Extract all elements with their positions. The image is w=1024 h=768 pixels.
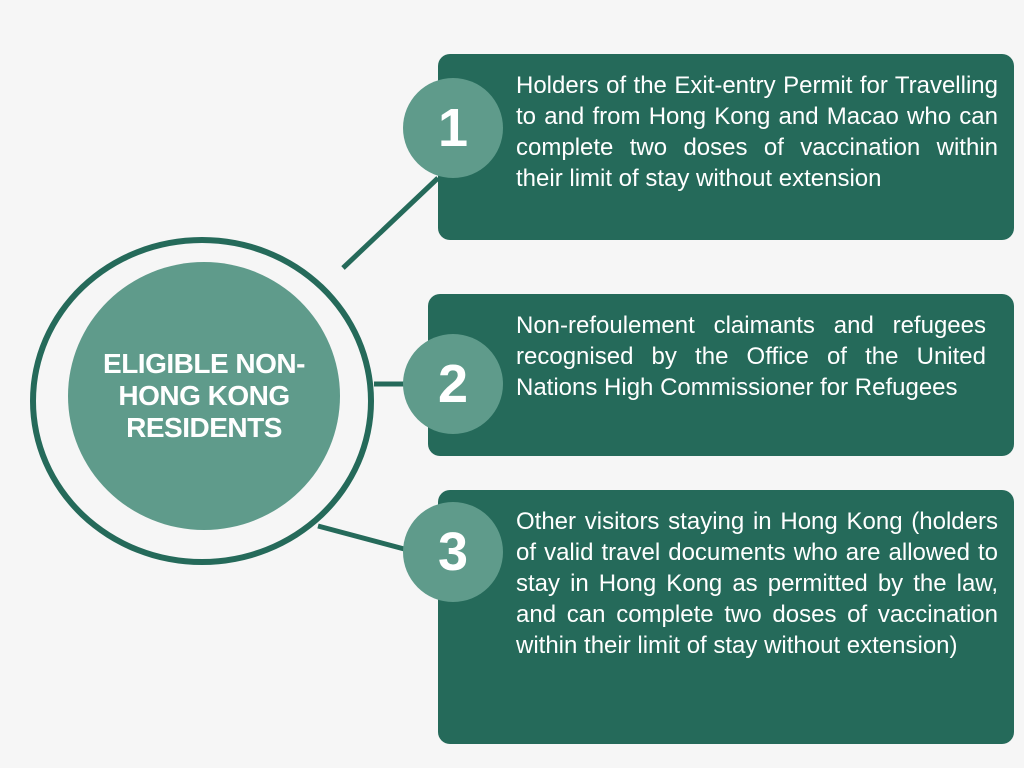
eligibility-card-1: [438, 54, 1014, 240]
number-badge-2: 2: [403, 334, 503, 434]
hub-circle: [68, 262, 340, 530]
number-badge-3: 3: [403, 502, 503, 602]
card-text-2: Non-refoulement claimants and refugees recognised by the Office of the United Nations High Commissioner for Refugees: [516, 312, 986, 401]
eligibility-card-2: [428, 294, 1014, 456]
card-text-1: Holders of the Exit-entry Permit for Travelling to and from Hong Kong and Macao who can complete two doses of vaccination within their limit of stay without extension: [516, 72, 998, 192]
hub-title: ELIGIBLE NON-HONG KONG RESIDENTS: [103, 348, 305, 443]
connector-line-1: [343, 178, 438, 268]
card-text-3: Other visitors staying in Hong Kong (holders of valid travel documents who are allowed to stay in Hong Kong as permitted by the law, and can complete two doses of vaccination within their limit of stay without extension): [516, 508, 998, 659]
number-badge-1: 1: [403, 78, 503, 178]
eligibility-card-3: [438, 490, 1014, 744]
connector-line-3: [318, 526, 408, 550]
